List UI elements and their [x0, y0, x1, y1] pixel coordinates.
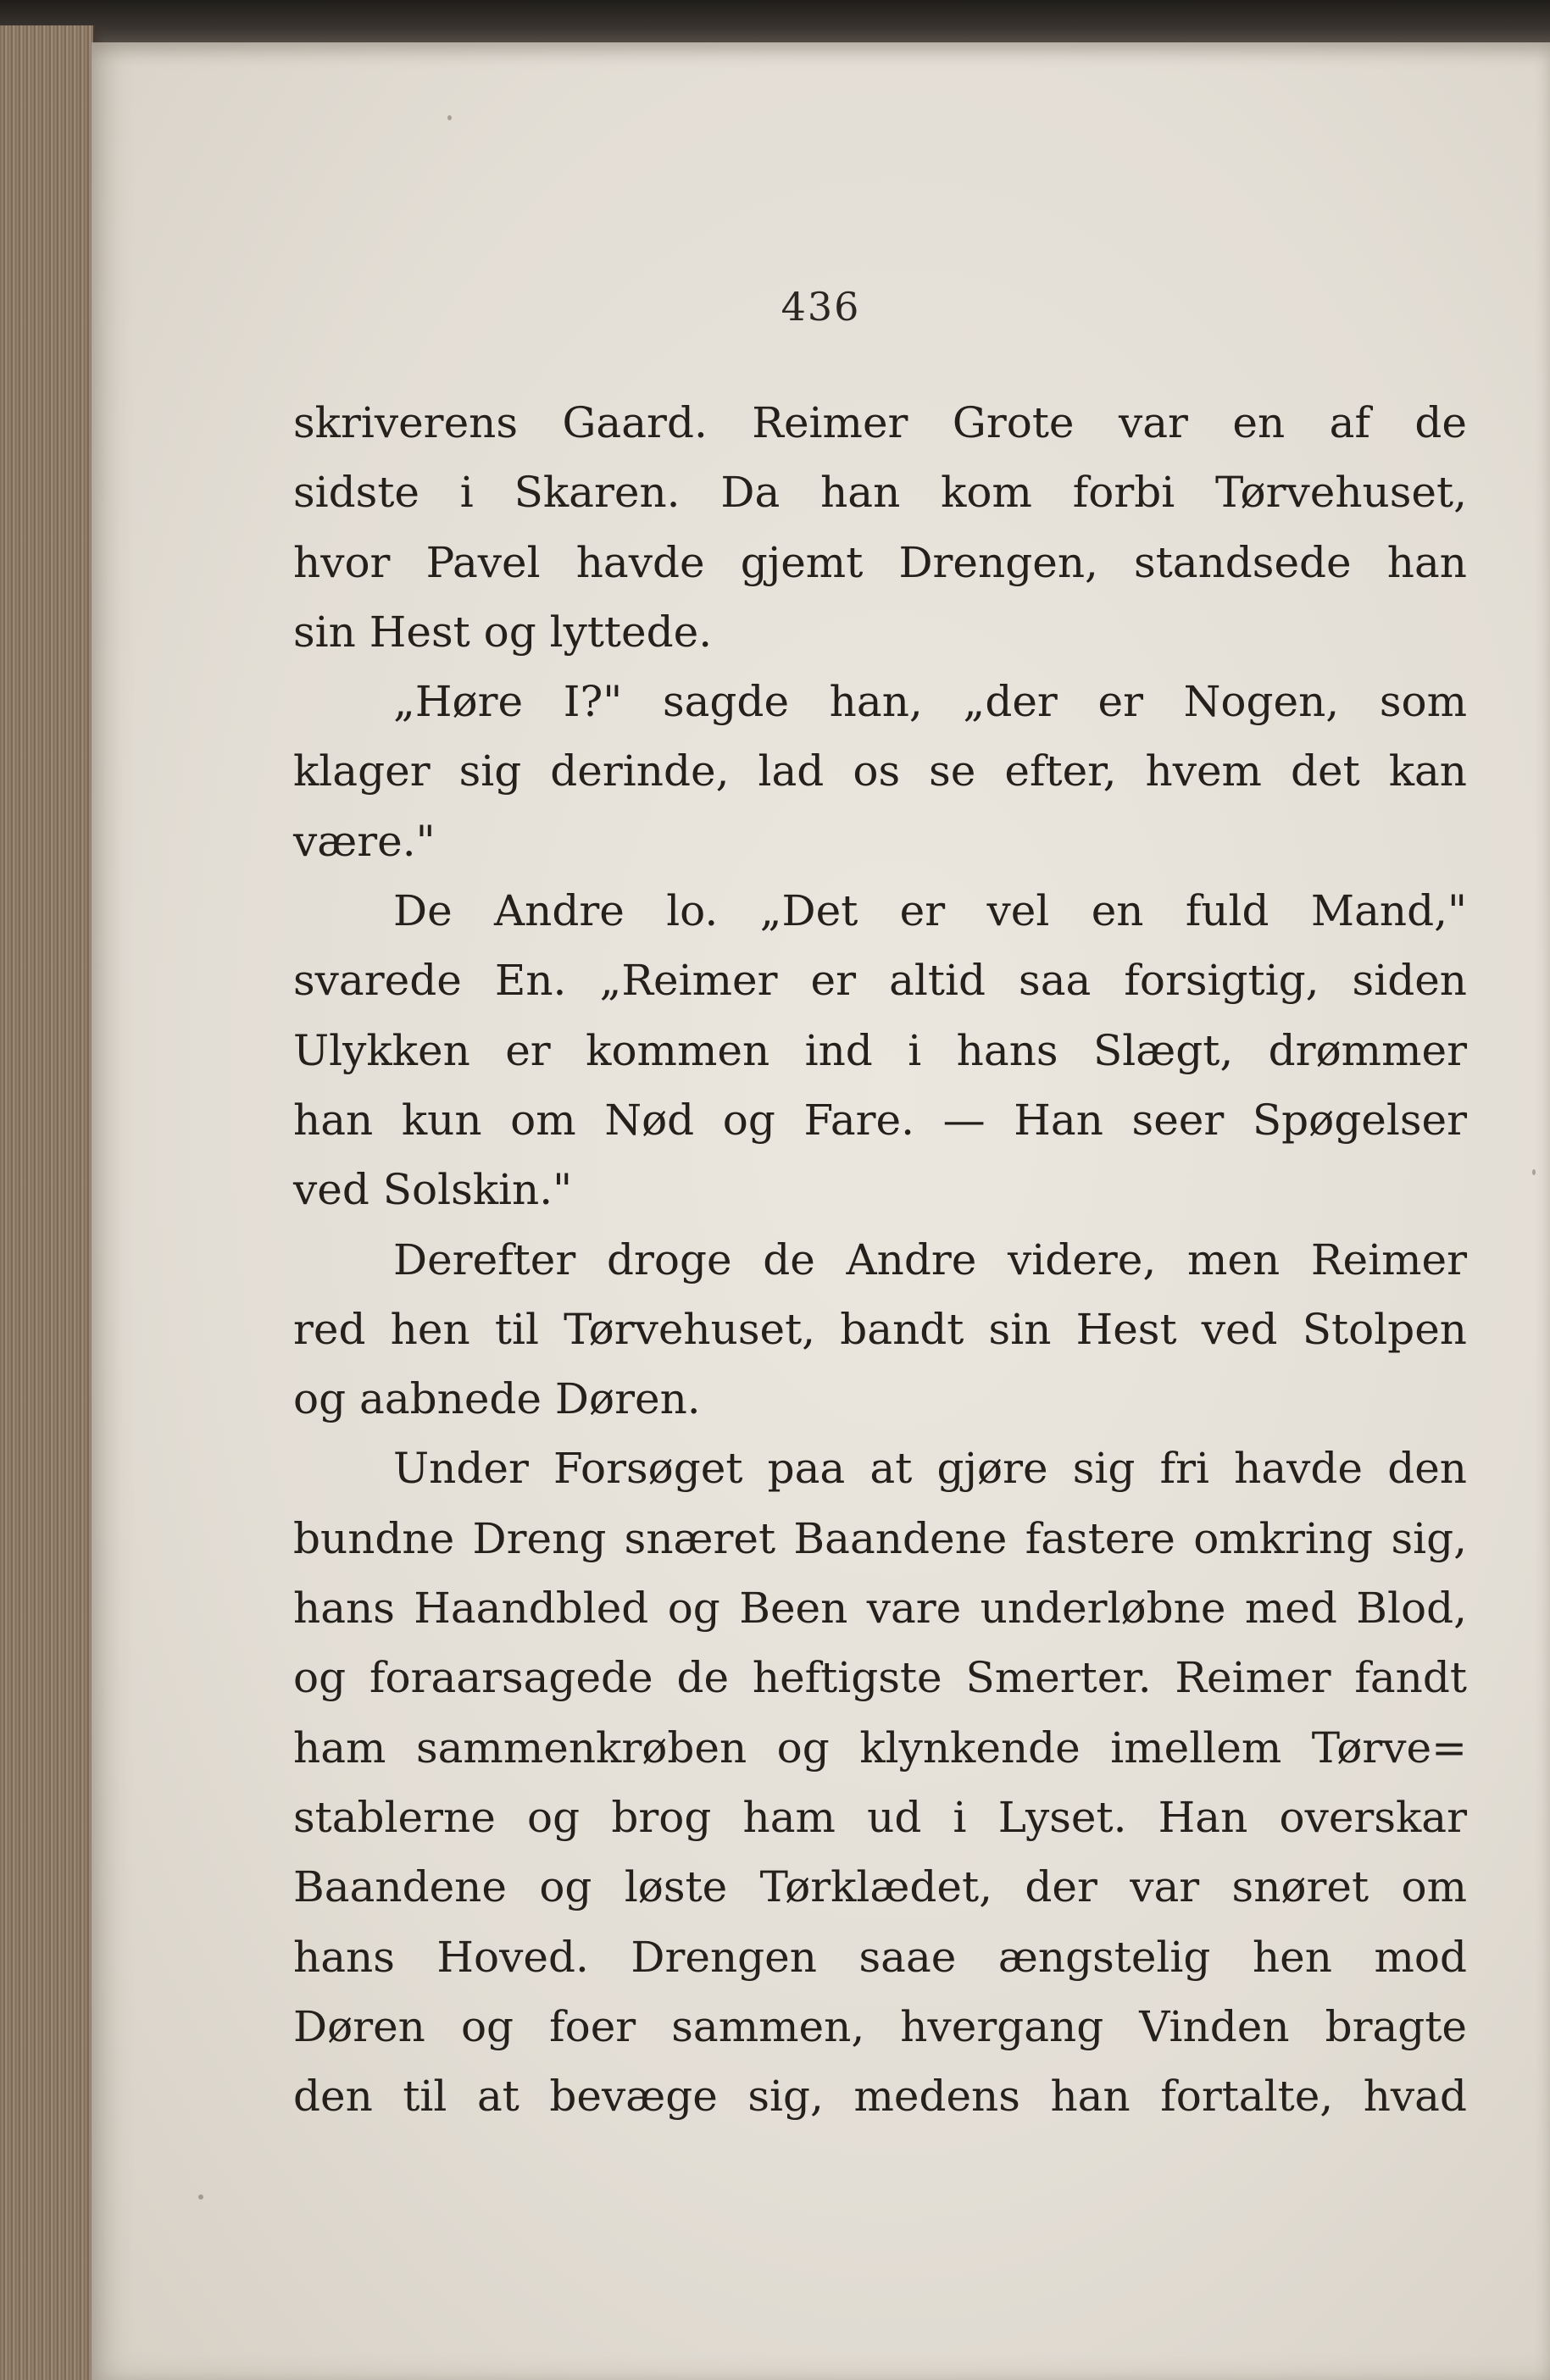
text-line: hvor Pavel havde gjemt Drengen, standsede han — [293, 537, 1467, 587]
page-number: 436 — [781, 284, 861, 330]
text-line: bundne Dreng snæret Baandene fastere omkring sig, — [293, 1513, 1467, 1563]
body-text — [293, 388, 1467, 2131]
text-line: ham sammenkrøben og klynkende imellem Tørve= — [293, 1723, 1467, 1773]
text-line: De Andre lo. „Det er vel en fuld Mand," — [393, 886, 1467, 936]
text-line: Baandene og løste Tørklædet, der var snøret om — [293, 1862, 1467, 1912]
text-line: hans Haandbled og Been vare underløbne med Blod, — [293, 1584, 1467, 1634]
printed-page — [92, 42, 1550, 2380]
text-line: skriverens Gaard. Reimer Grote var en af de — [293, 398, 1467, 447]
text-line: han kun om Nød og Fare. — Han seer Spøgelser — [293, 1095, 1467, 1145]
text-line: og aabnede Døren. — [293, 1374, 701, 1424]
text-line: den til at bevæge sig, medens han fortalte, hvad — [293, 2072, 1467, 2122]
text-line: Under Forsøget paa at gjøre sig fri havde den — [393, 1444, 1467, 1494]
scan-speck — [198, 2194, 203, 2200]
text-line: sin Hest og lyttede. — [293, 607, 713, 657]
text-line: Døren og foer sammen, hvergang Vinden bragte — [293, 2001, 1467, 2051]
scan-speck — [1532, 1169, 1536, 1175]
text-line: være." — [293, 816, 436, 866]
text-line: sidste i Skaren. Da han kom forbi Tørvehuset, — [293, 468, 1467, 518]
text-line: „Høre I?" sagde han, „der er Nogen, som — [393, 677, 1467, 727]
text-line: hans Hoved. Drengen saae ængstelig hen mod — [293, 1932, 1467, 1982]
text-line: Ulykken er kommen ind i hans Slægt, drømmer — [293, 1025, 1467, 1075]
text-line: ved Solskin." — [293, 1165, 573, 1215]
text-line: stablerne og brog ham ud i Lyset. Han overskar — [293, 1792, 1467, 1842]
scan-speck — [447, 115, 452, 120]
text-line: og foraarsagede de heftigste Smerter. Reimer fandt — [293, 1653, 1467, 1703]
text-line: red hen til Tørvehuset, bandt sin Hest ved Stolpen — [293, 1304, 1467, 1354]
text-line: klager sig derinde, lad os se efter, hvem det kan — [293, 746, 1467, 796]
text-line: Derefter droge de Andre videre, men Reimer — [393, 1234, 1467, 1284]
text-line: svarede En. „Reimer er altid saa forsigtig, siden — [293, 956, 1467, 1006]
book-fore-edge — [0, 25, 95, 2380]
